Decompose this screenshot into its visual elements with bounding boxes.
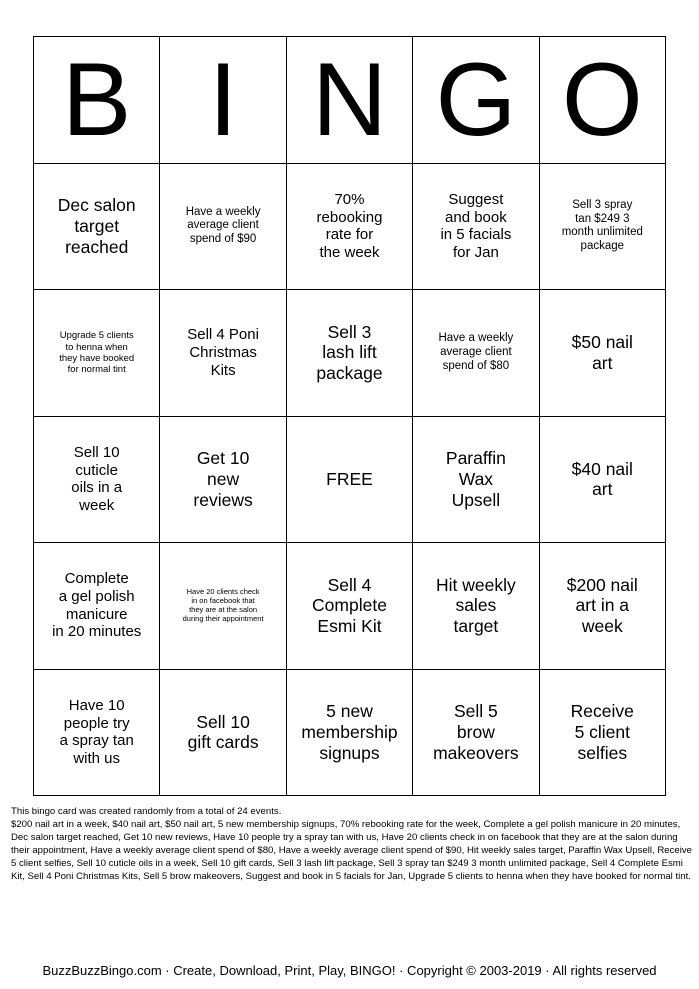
bingo-cell: Paraffin Wax Upsell bbox=[413, 417, 539, 544]
bingo-cell: Complete a gel polish manicure in 20 minutes bbox=[34, 543, 160, 670]
bingo-cell: Sell 5 brow makeovers bbox=[413, 670, 539, 797]
bingo-cell: Sell 10 cuticle oils in a week bbox=[34, 417, 160, 544]
bingo-cell: Have 20 clients check in on facebook that they are at the salon during their appointment bbox=[160, 543, 286, 670]
header-letter-n: N bbox=[287, 37, 413, 164]
bingo-cell: Sell 4 Complete Esmi Kit bbox=[287, 543, 413, 670]
event-list-note bbox=[11, 805, 695, 883]
free-space-cell: FREE bbox=[287, 417, 413, 544]
bingo-cell: Hit weekly sales target bbox=[413, 543, 539, 670]
bingo-cell: Have 10 people try a spray tan with us bbox=[34, 670, 160, 797]
bingo-cell: 70% rebooking rate for the week bbox=[287, 164, 413, 291]
header-letter-b: B bbox=[34, 37, 160, 164]
event-list-text: $200 nail art in a week, $40 nail art, $50 nail art, 5 new membership signups, 70% rebooking rate for the week, Complete a gel polish manicure in 20 minutes, Dec salon target reached, Get 10 new reviews, Have 10 people try a spray tan with us, Have 20 clients check in on facebook that they are at the salon during their appointment, Have a weekly average client spend of $80, Have a weekly average client spend of $90, Hit weekly sales target, Paraffin Wax Upsell, Receive 5 client selfies, Sell 10 cuticle oils in a week, Sell 10 gift cards, Sell 3 lash lift package, Sell 3 spray tan $249 3 month unlimited package, Sell 4 Complete Esmi Kit, Sell 4 Poni Christmas Kits, Sell 5 brow makeovers, Suggest and book in 5 facials for Jan, Upgrade 5 clients to henna when they have booked for normal tint. bbox=[11, 819, 692, 883]
bingo-cell: $50 nail art bbox=[540, 290, 666, 417]
site-footer: BuzzBuzzBingo.com · Create, Download, Print, Play, BINGO! · Copyright © 2003-2019 · All rights reserved bbox=[42, 963, 657, 978]
bingo-cell: Have a weekly average client spend of $90 bbox=[160, 164, 286, 291]
header-letter-i: I bbox=[160, 37, 286, 164]
header-letter-o: O bbox=[540, 37, 666, 164]
bingo-cell: Sell 10 gift cards bbox=[160, 670, 286, 797]
bingo-cell: 5 new membership signups bbox=[287, 670, 413, 797]
bingo-cell: Sell 3 lash lift package bbox=[287, 290, 413, 417]
bingo-cell: Suggest and book in 5 facials for Jan bbox=[413, 164, 539, 291]
bingo-cell: Receive 5 client selfies bbox=[540, 670, 666, 797]
bingo-cell: $200 nail art in a week bbox=[540, 543, 666, 670]
bingo-cell: Get 10 new reviews bbox=[160, 417, 286, 544]
bingo-cell: Upgrade 5 clients to henna when they have booked for normal tint bbox=[34, 290, 160, 417]
bingo-cell: Sell 3 spray tan $249 3 month unlimited package bbox=[540, 164, 666, 291]
bingo-cell: Have a weekly average client spend of $80 bbox=[413, 290, 539, 417]
header-letter-g: G bbox=[413, 37, 539, 164]
bingo-cell: Sell 4 Poni Christmas Kits bbox=[160, 290, 286, 417]
bingo-card bbox=[33, 36, 666, 796]
bingo-cell: Dec salon target reached bbox=[34, 164, 160, 291]
bingo-cell: $40 nail art bbox=[540, 417, 666, 544]
event-count-text: This bingo card was created randomly from a total of 24 events. bbox=[11, 806, 282, 817]
